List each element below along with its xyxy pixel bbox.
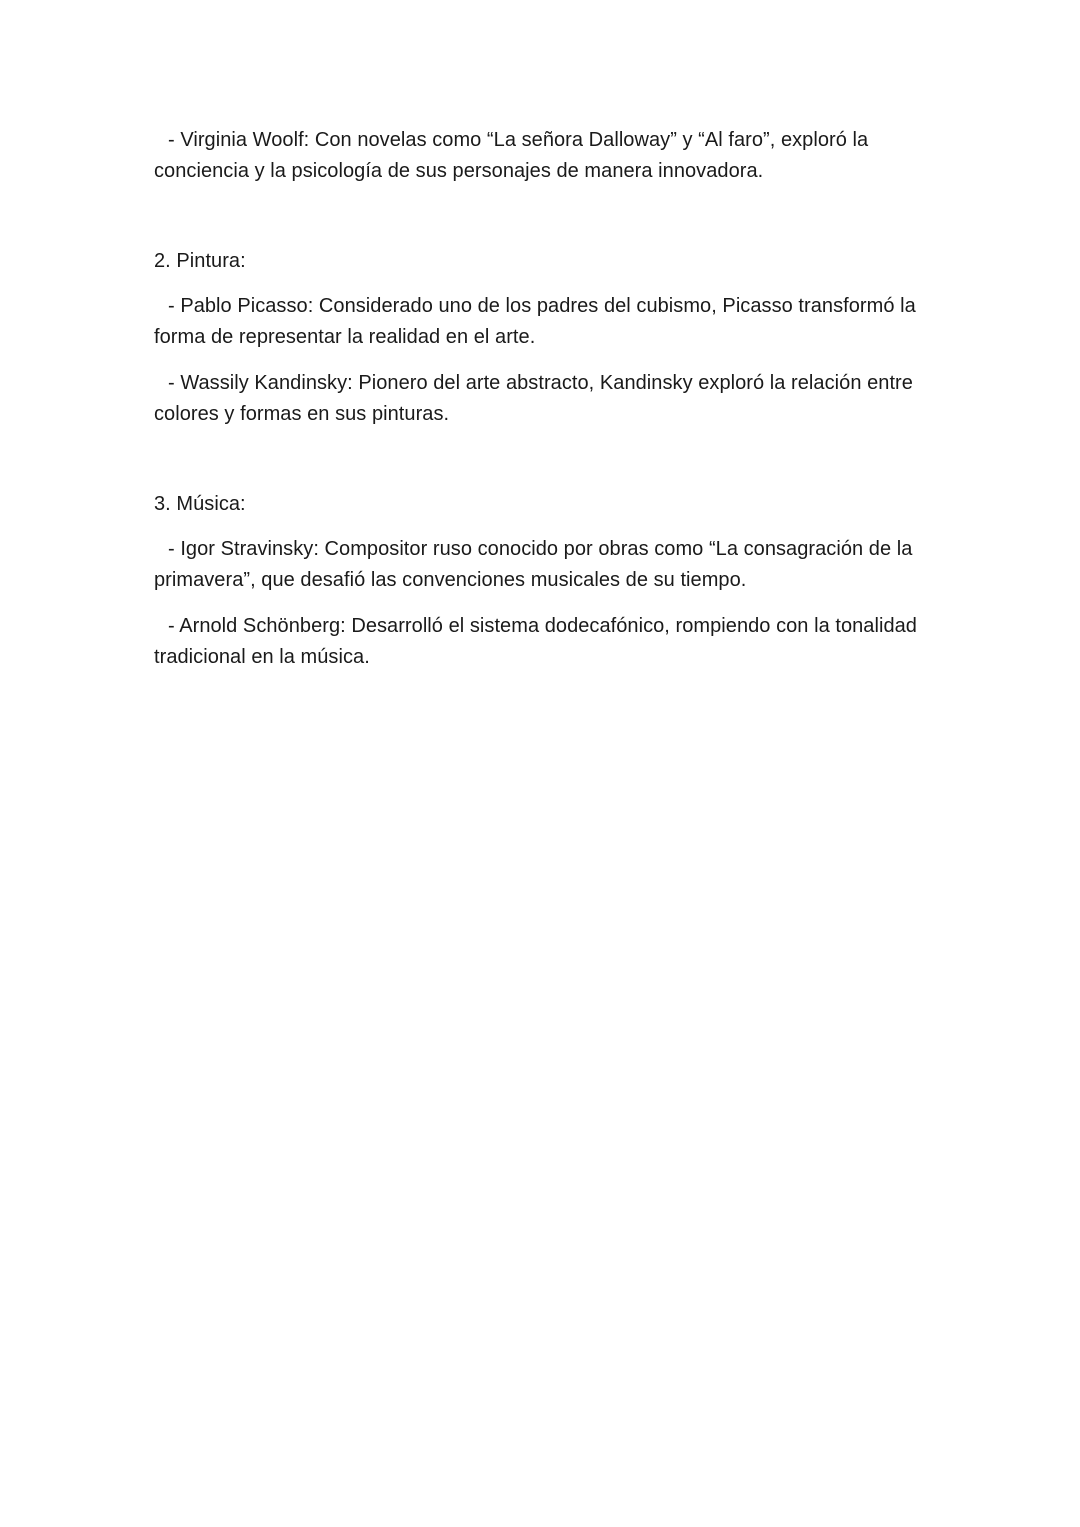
entry-wassily-kandinsky: - Wassily Kandinsky: Pionero del arte abstracto, Kandinsky exploró la relación entre colores y formas en sus pinturas. [154, 372, 913, 425]
entry-virginia-woolf: - Virginia Woolf: Con novelas como “La señora Dalloway” y “Al faro”, exploró la conciencia y la psicología de sus personajes de manera innovadora. [154, 129, 869, 182]
section-heading-musica: 3. Música: [154, 493, 246, 515]
document-body [154, 125, 934, 673]
section-heading-pintura: 2. Pintura: [154, 250, 246, 272]
entry-igor-stravinsky: - Igor Stravinsky: Compositor ruso conocido por obras como “La consagración de la primavera”, que desafió las convenciones musicales de su tiempo. [154, 538, 913, 591]
entry-pablo-picasso: - Pablo Picasso: Considerado uno de los padres del cubismo, Picasso transformó la forma de representar la realidad en el arte. [154, 295, 916, 348]
entry-arnold-schonberg: - Arnold Schönberg: Desarrolló el sistema dodecafónico, rompiendo con la tonalidad tradicional en la música. [154, 615, 917, 668]
